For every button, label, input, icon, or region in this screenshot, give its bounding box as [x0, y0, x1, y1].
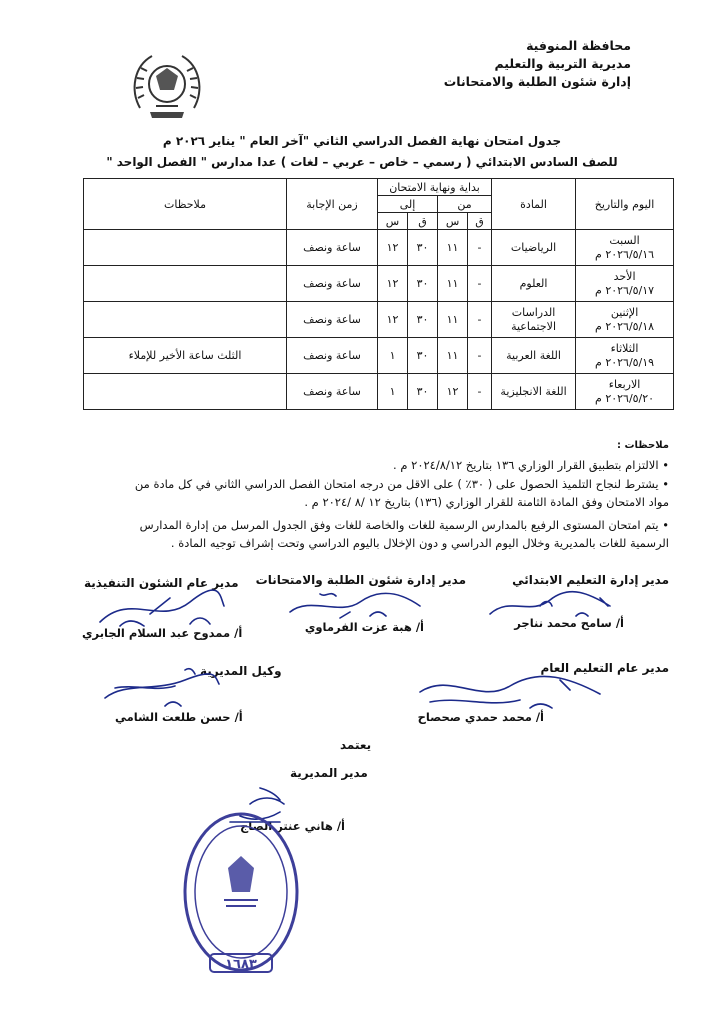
header-subject: المادة — [492, 179, 576, 230]
header-exam-period: بداية ونهاية الامتحان — [378, 179, 492, 196]
note-item — [304, 493, 669, 511]
director-name: أ/ هاني عنتر الصاج — [240, 819, 345, 833]
primary-director-title: مدير إدارة التعليم الابتدائي — [512, 573, 669, 587]
general-edu-director-name: أ/ محمد حمدي صحصاح — [417, 710, 544, 724]
note-item: • يشترط لنجاح التلميذ الحصول على ( ٣٠٪ ) على الاقل من درجه امتحان الفصل الدراسي الثاني في كل مادة من — [134, 477, 669, 491]
table-row — [84, 230, 674, 266]
exec-director-title: مدير عام الشئون التنفيذية — [84, 576, 239, 590]
svg-text:١٦٨٣: ١٦٨٣ — [225, 957, 257, 972]
note-item: • الالتزام بتطبيق القرار الوزاري ١٣٦ بتاريخ ٢٠٢٤/٨/١٢ م . — [393, 458, 669, 472]
header-from-hour: س — [438, 213, 468, 230]
notes-title: ملاحظات : — [616, 440, 669, 451]
header-duration: زمن الإجابة — [287, 179, 378, 230]
row-from-hour: ١١ — [438, 266, 468, 302]
header-directorate: مديرية التربية والتعليم — [494, 56, 631, 71]
exam-schedule-table — [83, 178, 674, 410]
table-row — [84, 338, 674, 374]
row-day: الإثنين — [610, 305, 639, 319]
row-date: ٢٠٢٦/٥/١٧ م — [595, 283, 655, 297]
row-subject: اللغة الانجليزية — [492, 374, 576, 410]
row-from-hour: ١٢ — [438, 374, 468, 410]
row-date: ٢٠٢٦/٥/٢٠ م — [595, 391, 655, 405]
official-stamp-icon — [180, 808, 302, 988]
row-date: ٢٠٢٦/٥/١٦ م — [595, 247, 655, 261]
row-duration: ساعة ونصف — [287, 266, 378, 302]
students-director-title: مدير إدارة شئون الطلبة والامتحانات — [255, 573, 466, 587]
note-item: • يتم امتحان المستوى الرفيع بالمدارس الرسمية للغات والخاصة للغات وفق الجدول المرسل من إدارة المدارس — [139, 518, 669, 532]
row-duration: ساعة ونصف — [287, 302, 378, 338]
row-to-hour: ١ — [378, 338, 408, 374]
header-governorate: محافظة المنوفية — [526, 38, 631, 53]
row-notes — [84, 374, 287, 410]
row-duration: ساعة ونصف — [287, 338, 378, 374]
header-notes: ملاحظات — [84, 179, 287, 230]
students-director-name: أ/ هبة عزت الفرماوي — [304, 620, 424, 634]
row-subject: العلوم — [492, 266, 576, 302]
row-from-minute: - — [468, 338, 492, 374]
row-from-hour: ١١ — [438, 230, 468, 266]
signature-students-icon — [280, 582, 430, 626]
table-row — [84, 266, 674, 302]
row-from-minute: - — [468, 374, 492, 410]
row-to-hour: ١٢ — [378, 230, 408, 266]
row-subject: الدراسات الاجتماعية — [492, 302, 576, 338]
deputy-name: أ/ حسن طلعت الشامي — [115, 710, 243, 724]
row-from-hour: ١١ — [438, 302, 468, 338]
note-text: يتم امتحان المستوى الرفيع بالمدارس الرسمية للغات والخاصة للغات وفق الجدول المرسل من إدارة المدارس — [139, 518, 659, 532]
director-title: مدير المديرية — [290, 766, 368, 780]
ministry-emblem-icon — [126, 46, 208, 128]
primary-director-name: أ/ سامح محمد نناجر — [514, 616, 624, 630]
table-row — [84, 374, 674, 410]
row-date: ٢٠٢٦/٥/١٩ م — [595, 355, 655, 369]
general-edu-director-title: مدير عام التعليم العام — [540, 661, 669, 675]
header-to-hour: س — [378, 213, 408, 230]
document-subtitle: للصف السادس الابتدائي ( رسمي – خاص – عربي – لغات ) عدا مدارس " الفصل الواحد " — [106, 155, 618, 169]
row-to-minute: ٣٠ — [408, 266, 438, 302]
header-day-date: اليوم والتاريخ — [576, 179, 674, 230]
signature-deputy-icon — [95, 662, 225, 712]
row-to-hour: ١٢ — [378, 302, 408, 338]
exec-director-name: أ/ ممدوح عبد السلام الجابري — [82, 626, 243, 640]
row-to-minute: ٣٠ — [408, 230, 438, 266]
header-from-minute: ق — [468, 213, 492, 230]
header-to-minute: ق — [408, 213, 438, 230]
row-notes — [84, 230, 287, 266]
row-to-minute: ٣٠ — [408, 302, 438, 338]
table-row — [84, 302, 674, 338]
document-title: جدول امتحان نهاية الفصل الدراسي الثاني "آخر العام " يناير ٢٠٢٦ م — [162, 134, 562, 148]
header-department: إدارة شئون الطلبة والامتحانات — [443, 74, 631, 89]
row-date: ٢٠٢٦/٥/١٨ م — [595, 319, 655, 333]
row-subject: اللغة العربية — [492, 338, 576, 374]
row-from-minute: - — [468, 302, 492, 338]
row-to-hour: ١ — [378, 374, 408, 410]
row-duration: ساعة ونصف — [287, 374, 378, 410]
row-from-hour: ١١ — [438, 338, 468, 374]
note-text: الالتزام بتطبيق القرار الوزاري ١٣٦ بتاريخ ٢٠٢٤/٨/١٢ م . — [393, 458, 659, 472]
approve-label: يعتمد — [340, 738, 372, 752]
header-to: إلى — [378, 196, 438, 213]
note-text: مواد الامتحان وفق المادة الثامنة للقرار الوزاري (١٣٦) بتاريخ ١٢ /٨ /٢٠٢٤ م . — [304, 495, 669, 509]
signature-exec-icon — [90, 586, 230, 632]
row-day: الاربعاء — [608, 377, 641, 391]
row-to-hour: ١٢ — [378, 266, 408, 302]
row-day: الأحد — [613, 269, 636, 283]
row-notes — [84, 266, 287, 302]
header-from: من — [438, 196, 492, 213]
row-duration: ساعة ونصف — [287, 230, 378, 266]
deputy-title: وكيل المديرية — [200, 664, 282, 678]
row-from-minute: - — [468, 230, 492, 266]
row-notes — [84, 302, 287, 338]
note-item — [171, 534, 669, 552]
row-notes: الثلث ساعة الأخير للإملاء — [84, 338, 287, 374]
note-text: الرسمية للغات بالمديرية وخلال اليوم الدراسي و دون الإخلال باليوم الدراسي وتحت إشراف توجيه المادة . — [170, 536, 669, 550]
row-day: السبت — [609, 233, 640, 247]
row-day: الثلاثاء — [610, 341, 639, 355]
signature-primary-icon — [480, 586, 640, 626]
signature-general-edu-icon — [410, 668, 610, 716]
row-to-minute: ٣٠ — [408, 374, 438, 410]
row-subject: الرياضيات — [492, 230, 576, 266]
note-text: يشترط لنجاح التلميذ الحصول على ( ٣٠٪ ) على الاقل من درجه امتحان الفصل الدراسي الثاني في كل مادة من — [134, 477, 659, 491]
row-to-minute: ٣٠ — [408, 338, 438, 374]
row-from-minute: - — [468, 266, 492, 302]
